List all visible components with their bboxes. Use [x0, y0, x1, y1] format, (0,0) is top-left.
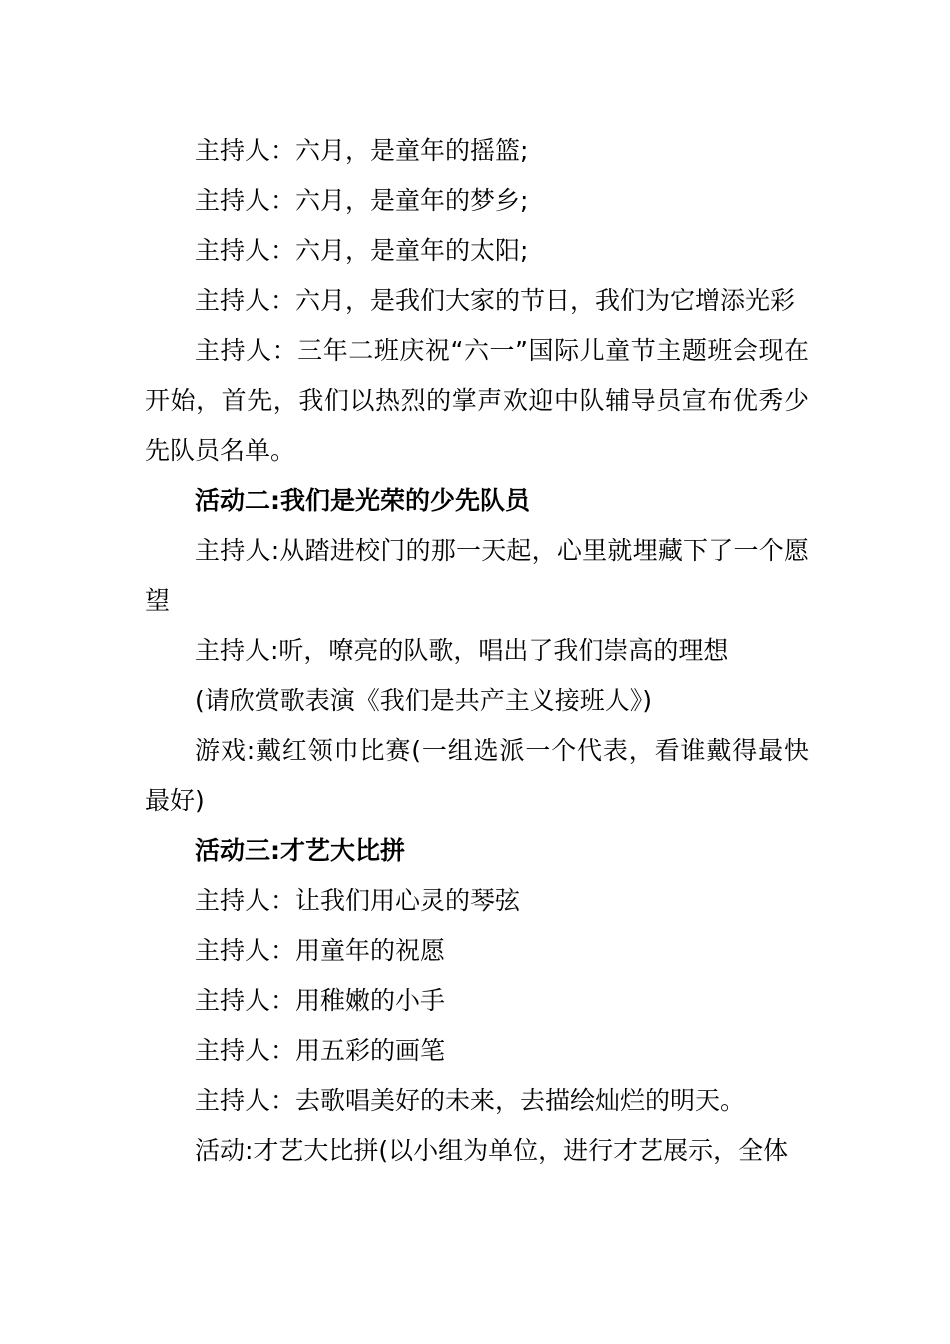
- host-line: 主持人：三年二班庆祝“六一”国际儿童节主题班会现在开始，首先，我们以热烈的掌声欢迎中队辅导员宣布优秀少先队员名单。: [145, 336, 809, 465]
- host-line: 主持人：六月，是童年的梦乡;: [195, 186, 529, 215]
- host-line: 主持人：用稚嫩的小手: [195, 986, 446, 1015]
- host-line: 主持人：让我们用心灵的琴弦: [195, 886, 521, 915]
- document-body: [145, 126, 809, 1176]
- activity-description: 活动:才艺大比拼(以小组为单位，进行才艺展示，全体: [195, 1136, 789, 1165]
- game-description: 游戏:戴红领巾比赛(一组选派一个代表，看谁戴得最快最好): [145, 736, 809, 815]
- host-line: 主持人：六月，是童年的摇篮;: [195, 136, 529, 165]
- host-line: 主持人：用五彩的画笔: [195, 1036, 446, 1065]
- host-line: 主持人:从踏进校门的那一天起，心里就埋藏下了一个愿望: [145, 536, 809, 615]
- host-line: 主持人:听，嘹亮的队歌，唱出了我们崇高的理想: [195, 636, 729, 665]
- host-line: 主持人：六月，是我们大家的节日，我们为它增添光彩: [195, 286, 796, 315]
- section-heading-activity-3: 活动三:才艺大比拼: [195, 836, 405, 865]
- program-note: (请欣赏歌表演《我们是共产主义接班人》): [195, 686, 653, 715]
- host-line: 主持人：六月，是童年的太阳;: [195, 236, 529, 265]
- section-heading-activity-2: 活动二:我们是光荣的少先队员: [195, 486, 530, 515]
- host-line: 主持人：用童年的祝愿: [195, 936, 446, 965]
- host-line: 主持人：去歌唱美好的未来，去描绘灿烂的明天。: [195, 1086, 746, 1115]
